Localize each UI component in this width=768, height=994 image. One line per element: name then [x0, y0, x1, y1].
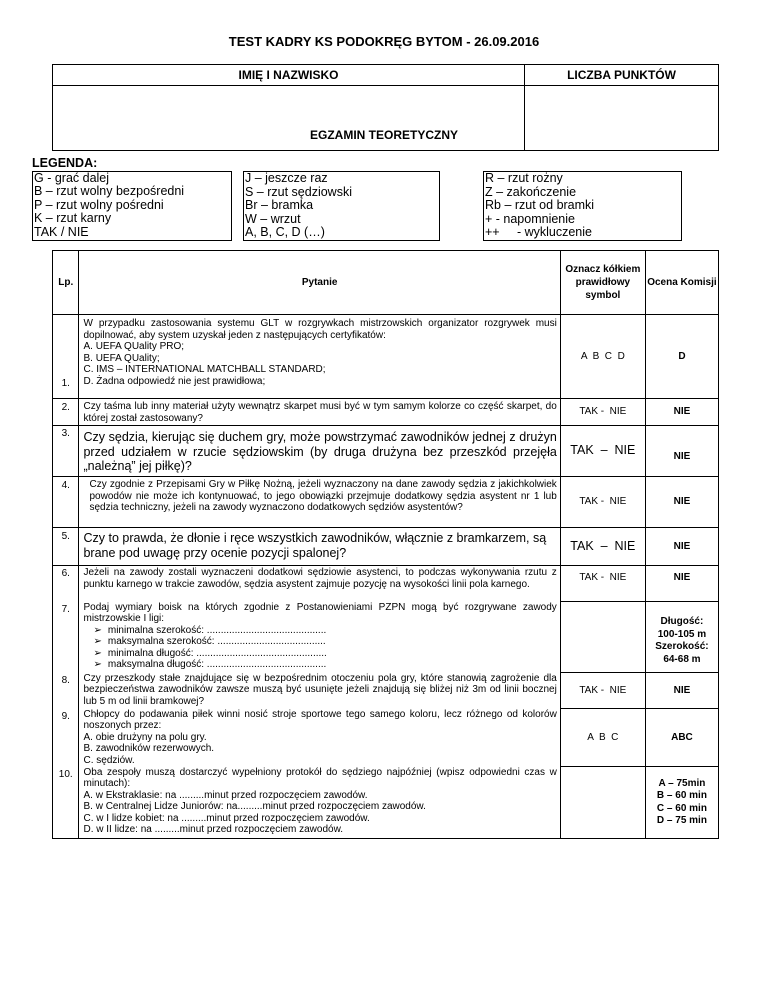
commission-grade: ABC [645, 709, 718, 767]
question-row [53, 709, 719, 767]
header-symbol: Oznacz kółkiem prawidłowy symbol [560, 251, 645, 315]
legend-col-2 [243, 171, 440, 241]
question-text: Czy taśma lub inny materiał użyty wewnątrz skarpet musi być w tym samym kolorze co część skarpet, do której został zastosowany? [79, 399, 560, 426]
legend-col-3 [483, 171, 682, 241]
answer-symbols[interactable]: TAK – NIE [560, 528, 645, 566]
grade-line: 64-68 m [663, 653, 701, 665]
exam-subtitle: EGZAMIN TEORETYCZNY [309, 128, 458, 142]
question-number: 7. [53, 602, 79, 673]
legend-title: LEGENDA: [32, 156, 98, 170]
legend-item: P – rzut wolny pośredni [34, 197, 164, 212]
question-row [53, 399, 719, 426]
answer-symbols[interactable]: TAK - NIE [560, 673, 645, 709]
commission-grade [645, 767, 718, 839]
answer-option: D. w II lidze: na .........minut przed rozpoczęciem zawodów. [83, 824, 344, 836]
question-number: 9. [53, 709, 79, 767]
answer-symbols[interactable]: A B C [560, 709, 645, 767]
question-row [53, 767, 719, 839]
questions-table [52, 250, 719, 839]
answer-symbols[interactable]: TAK - NIE [560, 477, 645, 528]
answer-symbols[interactable]: A B C D [560, 315, 645, 399]
question-number: 1. [53, 315, 79, 399]
question-text: W przypadku zastosowania systemu GLT w rozgrywkach mistrzowskich organizator rozgrywek musi dopilnować, aby system uzyskał jeden z następujących certyfikatów: [83, 318, 557, 341]
question-text: Podaj wymiary boisk na których zgodnie z Postanowieniami PZPN mogą być rozgrywane zawody mistrzowskie I ligi: [83, 601, 557, 625]
question-cell [79, 602, 560, 673]
answer-option: A. obie drużyny na polu gry. [83, 731, 207, 743]
legend-item: W – wrzut [245, 211, 301, 226]
question-row [53, 315, 719, 399]
legend-box-2 [243, 171, 440, 241]
grade-line: 100-105 m [657, 628, 707, 640]
question-number: 2. [53, 399, 79, 426]
answer-option: ➢ minimalna szerokość: ........................................... [83, 625, 556, 637]
commission-grade: NIE [645, 399, 718, 426]
answer-option: C. w I lidze kobiet: na .........minut przed rozpoczęciem zawodów. [83, 812, 370, 824]
question-number: 10. [53, 767, 79, 839]
answer-option: B. zawodników rezerwowych. [83, 743, 215, 755]
legend-item: + - napomnienie [485, 211, 575, 226]
question-text: Czy przeszkody stałe znajdujące się w bezpośrednim otoczeniu pola gry, które stanowią zagrożenie dla bezpieczeństwa zawodników zawsze muszą być usunięte jeżeli znajdują się bliżej niż 3m od linii bocznej lub 5 m od linii bramkowej? [79, 673, 560, 709]
grade-line: Długość: [660, 616, 704, 627]
question-text: Oba zespoły muszą dostarczyć wypełniony protokół do sędziego najpóźniej (wpisz odpowiedni czas w minutach): [83, 766, 557, 790]
answer-option: C. IMS – INTERNATIONAL MATCHBALL STANDARD; [83, 364, 326, 376]
legend-item: ++ - wykluczenie [485, 225, 592, 240]
answer-option: ➢ minimalna długość: ............................................... [83, 648, 556, 660]
page-title: TEST KADRY KS PODOKRĘG BYTOM - 26.09.2016 [228, 34, 540, 49]
grade-line: B – 60 min [656, 790, 707, 801]
answer-symbols-empty[interactable] [560, 602, 645, 673]
answer-option: ➢ maksymalna długość: ........................................... [83, 659, 556, 671]
question-number: 4. [53, 477, 79, 528]
answer-symbols[interactable]: TAK - NIE [560, 566, 645, 602]
name-label: IMIĘ I NAZWISKO [53, 65, 525, 86]
legend-item: S – rzut sędziowski [245, 184, 352, 199]
question-number: 8. [53, 673, 79, 709]
commission-grade: NIE [645, 566, 718, 602]
legend-item: B – rzut wolny bezpośredni [34, 184, 185, 199]
question-number: 5. [53, 528, 79, 566]
legend-item: Z – zakończenie [485, 184, 577, 199]
question-row [53, 566, 719, 602]
question-cell [79, 315, 560, 399]
grade-line: D – 75 min [656, 815, 707, 826]
legend-item: TAK / NIE [34, 224, 89, 239]
commission-grade: NIE [645, 673, 718, 709]
question-row [53, 426, 719, 477]
points-label: LICZBA PUNKTÓW [525, 65, 719, 86]
question-number: 3. [53, 426, 79, 477]
question-text: Czy zgodnie z Przepisami Gry w Piłkę Nożną, jeżeli wyznaczony na dane zawody sędzia z jakichkolwiek powodów nie może ich kontynuować, to jego obowiązki przejmuje dodatkowy sędzia asystent nr 1 lub sędzia techniczny, jeżeli na zawody wyznaczono dodatkowych sędziów asystentów? [79, 477, 560, 528]
answer-option: D. Żadna odpowiedź nie jest prawidłowa; [83, 375, 266, 387]
question-text: Jeżeli na zawody zostali wyznaczeni dodatkowi sędziowie asystenci, to podczas wykonywania rzutu z punktu karnego w trakcie zawodów, sędzia asystent zajmuje pozycję na wysokości linii pola karnego. [79, 566, 560, 602]
grade-line: Szerokość: [655, 641, 709, 652]
question-row [53, 602, 719, 673]
legend-box-1 [32, 171, 232, 241]
commission-grade: NIE [645, 477, 718, 528]
question-row [53, 528, 719, 566]
grade-line: C – 60 min [656, 802, 707, 814]
question-text: Czy sędzia, kierując się duchem gry, może powstrzymać zawodników jednej z drużyn przed udziałem w rzucie sędziowskim (by druga drużyna bez przeszkód przejęła „należną” jej piłkę)? [79, 426, 560, 477]
commission-grade: NIE [645, 528, 718, 566]
answer-option: B. UEFA QUality; [83, 352, 160, 364]
question-text: Chłopcy do podawania piłek winni nosić stroje sportowe tego samego koloru, lecz różnego od kolorów noszonych przez: [83, 708, 557, 732]
legend-box-3 [483, 171, 682, 241]
commission-grade: NIE [645, 426, 718, 477]
header-question: Pytanie [79, 251, 560, 315]
legend-item: A, B, C, D (…) [245, 225, 325, 240]
header-lp: Lp. [53, 251, 79, 315]
legend-item: Rb – rzut od bramki [485, 198, 595, 213]
answer-option: B. w Centralnej Lidze Juniorów: na.........minut przed rozpoczęciem zawodów. [83, 801, 426, 813]
question-number: 6. [53, 566, 79, 602]
header-grade: Ocena Komisji [645, 251, 718, 315]
answer-option: ➢ maksymalna szerokość: ....................................... [83, 636, 556, 648]
commission-grade [645, 602, 718, 673]
grade-line: A – 75min [658, 777, 706, 789]
legend-item: J – jeszcze raz [245, 171, 328, 185]
answer-symbols[interactable]: TAK - NIE [560, 399, 645, 426]
question-text: Czy to prawda, że dłonie i ręce wszystkich zawodników, włącznie z bramkarzem, są brane pod uwagę przy ocenie pozycji spalonej? [79, 528, 560, 566]
answer-symbols[interactable]: TAK – NIE [560, 426, 645, 477]
commission-grade: D [645, 315, 718, 399]
legend-item: R – rzut rożny [485, 171, 563, 185]
question-row [53, 673, 719, 709]
answer-symbols-empty[interactable] [560, 767, 645, 839]
legend-item: G - grać dalej [34, 170, 110, 185]
legend-item: Br – bramka [245, 198, 314, 213]
question-row [53, 477, 719, 528]
legend-col-1 [32, 157, 232, 241]
question-cell [79, 767, 560, 839]
answer-option: C. sędziów. [83, 754, 135, 766]
answer-option: A. w Ekstraklasie: na .........minut przed rozpoczęciem zawodów. [83, 789, 368, 801]
legend-item: K – rzut karny [34, 211, 112, 226]
answer-option: A. UEFA QUality PRO; [83, 341, 185, 353]
question-cell [79, 709, 560, 767]
